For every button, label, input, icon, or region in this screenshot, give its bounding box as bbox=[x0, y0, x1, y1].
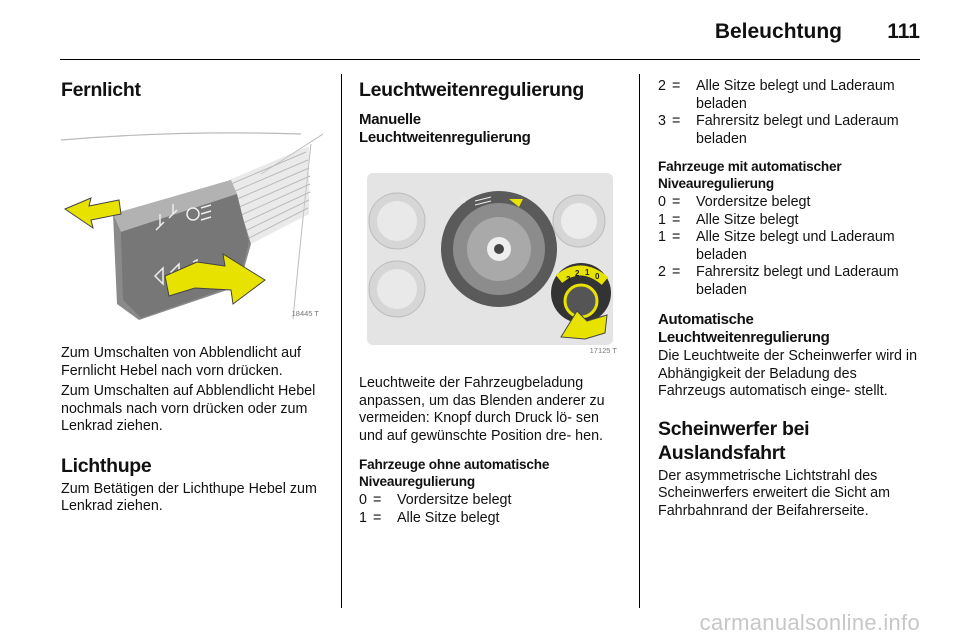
column-1 bbox=[61, 74, 323, 516]
figure-label: 17125 T bbox=[589, 345, 617, 355]
figure-label: 18445 T bbox=[291, 308, 319, 318]
paragraph: Zum Umschalten von Abblendlicht auf Fernlicht Hebel nach vorn drücken. bbox=[61, 345, 301, 379]
paragraph: Zum Betätigen der Lichthupe Hebel zum Lenkrad ziehen. bbox=[61, 480, 317, 514]
paragraph: Die Leuchtweite der Scheinwerfer wird in Abhängigkeit der Beladung des Fahrzeugs automatisch einge- stellt. bbox=[658, 348, 918, 399]
list-item: 2 = Alle Sitze belegt und Laderaum beladen bbox=[658, 78, 895, 112]
section-title-leuchtweitenregulierung: Leuchtweitenregulierung bbox=[359, 79, 584, 101]
subheading-ohne-niveauregulierung: Fahrzeuge ohne automatische Niveauregulierung bbox=[359, 457, 550, 489]
list-item: 0 = Vordersitze belegt bbox=[658, 194, 811, 210]
dial-digit: 1 bbox=[585, 268, 590, 277]
paragraph: Leuchtweite der Fahrzeugbeladung anpassen, um das Blenden anderer zu vermeiden: Knopf durch Druck lö- sen und auf gewünschte Position dre- hen. bbox=[359, 375, 605, 444]
page-header bbox=[0, 0, 960, 62]
page-number: 111 bbox=[887, 20, 920, 43]
dial-digit: 2 bbox=[575, 269, 580, 278]
list-item: 0 = Vordersitze belegt bbox=[359, 492, 512, 508]
list-item: 1 = Alle Sitze belegt bbox=[658, 211, 799, 228]
dial-digit: 0 bbox=[595, 272, 600, 281]
dial-digit: 3 bbox=[566, 275, 571, 284]
column-2 bbox=[359, 74, 621, 527]
subsection-title-automatische: Automatische Leuchtweitenregulierung bbox=[658, 311, 830, 346]
column-divider-2 bbox=[639, 74, 640, 608]
light-switch-illustration bbox=[359, 161, 621, 361]
position-list bbox=[359, 492, 621, 527]
list-item: 1 = Alle Sitze belegt und Laderaum beladen bbox=[658, 229, 895, 263]
position-list-continued bbox=[658, 78, 922, 148]
header-title: Beleuchtung bbox=[714, 20, 842, 43]
list-item: 3 = Fahrersitz belegt und Laderaum beladen bbox=[658, 113, 899, 147]
figure-light-switch bbox=[359, 161, 621, 361]
figure-lever bbox=[61, 114, 323, 324]
section-title-fernlicht: Fernlicht bbox=[61, 79, 141, 101]
lever-illustration bbox=[61, 114, 323, 324]
column-3 bbox=[658, 74, 922, 520]
section-title-auslandsfahrt: Scheinwerfer bei Auslandsfahrt bbox=[658, 417, 810, 464]
paragraph: Der asymmetrische Lichtstrahl des Scheinwerfers erweitert die Sicht am Fahrbahnrand der Beifahrerseite. bbox=[658, 467, 891, 519]
paragraph: Zum Umschalten auf Abblendlicht Hebel nochmals nach vorn drücken oder zum Lenkrad ziehen. bbox=[61, 383, 316, 434]
dial-zero-label: 0 bbox=[461, 195, 467, 205]
subsection-title-manuelle: Manuelle Leuchtweitenregulierung bbox=[359, 111, 531, 146]
header-rule bbox=[60, 59, 920, 60]
list-item: 1 = Alle Sitze belegt bbox=[359, 509, 500, 526]
watermark: carmanualsonline.info bbox=[699, 610, 920, 635]
section-title-lichthupe: Lichthupe bbox=[61, 454, 152, 477]
subheading-mit-niveauregulierung: Fahrzeuge mit automatischer Niveauregulierung bbox=[658, 159, 842, 191]
column-divider-1 bbox=[341, 74, 342, 608]
list-item: 2 = Fahrersitz belegt und Laderaum beladen bbox=[658, 264, 899, 298]
position-list-auto bbox=[658, 194, 922, 299]
